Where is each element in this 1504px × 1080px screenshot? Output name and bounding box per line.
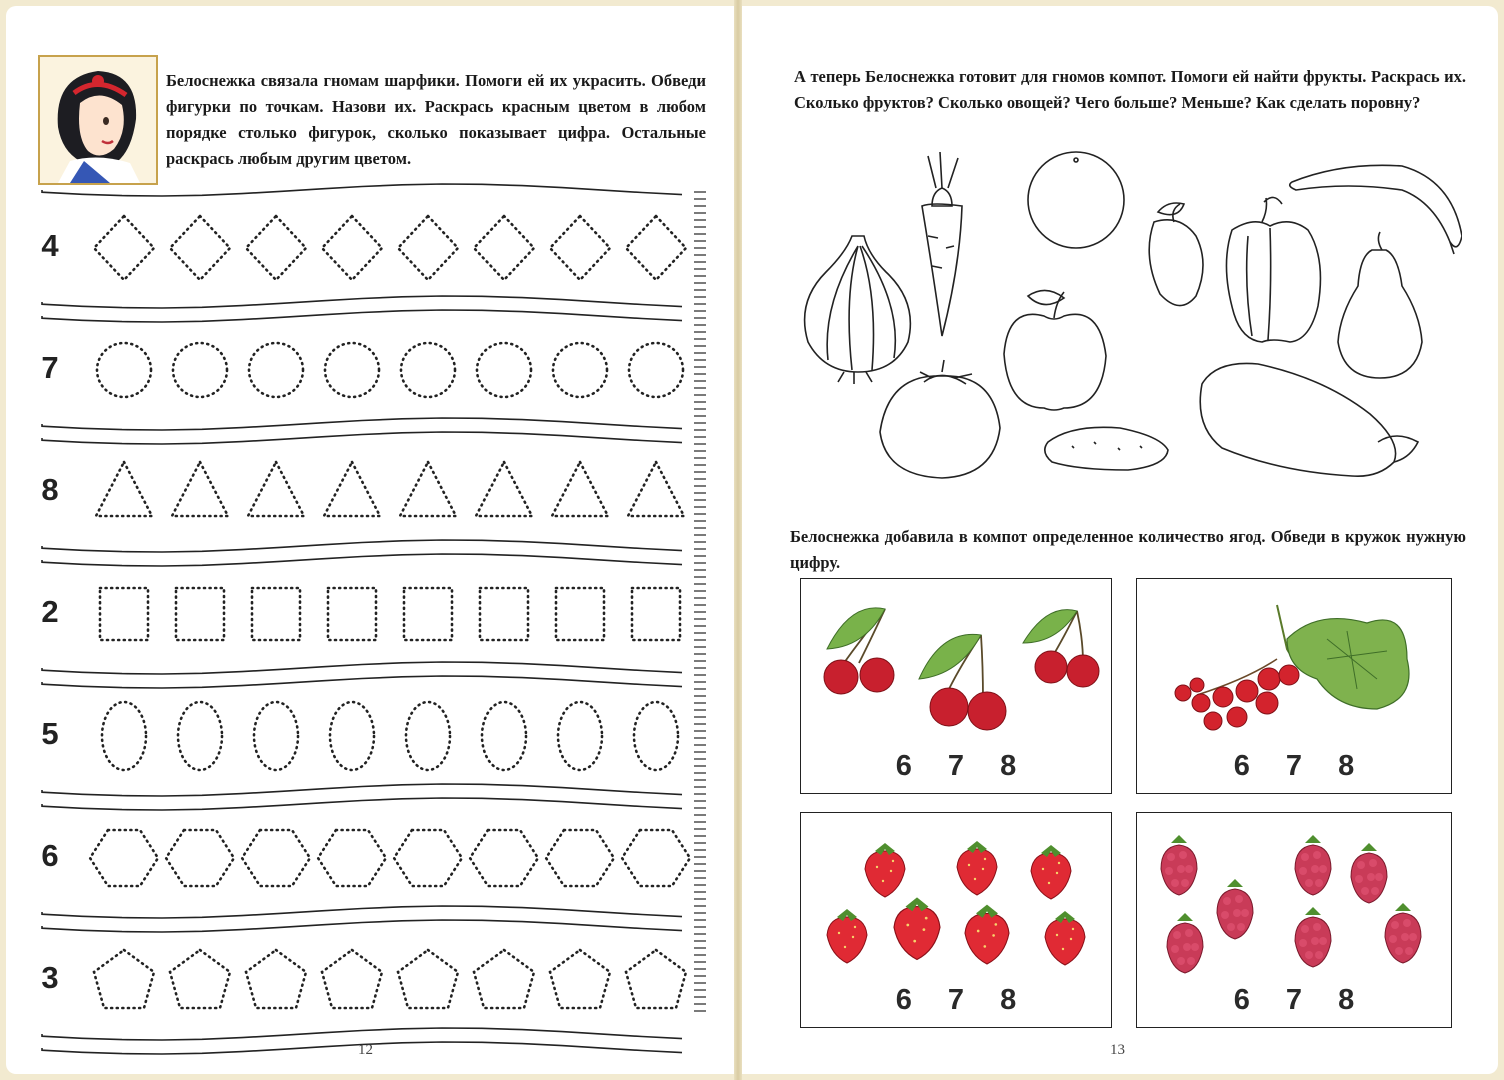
raspberry-box [1136, 812, 1452, 1028]
number-option[interactable]: 8 [1338, 750, 1355, 782]
pentagon-trace-shape[interactable] [474, 950, 534, 1008]
pentagon-trace-shape[interactable] [94, 950, 154, 1008]
diamond-trace-shape[interactable] [170, 216, 230, 280]
scarf-edge-line [42, 676, 682, 688]
hexagon-trace-shape[interactable] [622, 830, 690, 886]
triangle-trace-shape[interactable] [172, 462, 228, 516]
diamond-trace-shape[interactable] [474, 216, 534, 280]
scarf-edge-line [42, 296, 682, 308]
right-page-number: 13 [1110, 1042, 1125, 1058]
triangle-trace-shape[interactable] [476, 462, 532, 516]
number-option[interactable]: 8 [1338, 984, 1355, 1016]
plum-drawing [1149, 203, 1203, 306]
oval-trace-shape[interactable] [178, 702, 222, 770]
book-gutter [734, 0, 742, 1080]
left-page-number: 12 [358, 1042, 373, 1058]
square-trace-shape[interactable] [176, 588, 224, 640]
strawberry-number-options [801, 984, 1111, 1017]
circle-trace-shape[interactable] [249, 343, 303, 397]
triangle-trace-shape[interactable] [324, 462, 380, 516]
row-number: 7 [41, 350, 59, 385]
hexagon-trace-shape[interactable] [546, 830, 614, 886]
orange-drawing [1028, 152, 1124, 248]
shape-rows [6, 6, 734, 1074]
row-number: 8 [41, 472, 59, 507]
triangle-trace-shape[interactable] [248, 462, 304, 516]
hexagon-trace-shape[interactable] [242, 830, 310, 886]
number-option[interactable]: 8 [1000, 750, 1017, 782]
row-number: 2 [41, 594, 59, 629]
scarf-edge-line [42, 310, 682, 322]
diamond-trace-shape[interactable] [94, 216, 154, 280]
row-number: 4 [41, 228, 59, 263]
oval-trace-shape[interactable] [330, 702, 374, 770]
left-instruction: Белоснежка связала гномам шарфики. Помоги ей их украсить. Обведи фигурки по точкам. Назови их. Раскрась красным цветом в любом порядке столько фигурок, сколько показывает цифра. Остальные раскрась любым другим цветом. [166, 71, 706, 168]
triangle-trace-shape[interactable] [552, 462, 608, 516]
scarf-edge-line [42, 662, 682, 674]
square-trace-shape[interactable] [480, 588, 528, 640]
scarf-edge-line [42, 432, 682, 444]
eggplant-drawing [1200, 363, 1418, 476]
number-option[interactable]: 7 [1285, 984, 1303, 1016]
circle-trace-shape[interactable] [477, 343, 531, 397]
diamond-trace-shape[interactable] [550, 216, 610, 280]
triangle-trace-shape[interactable] [96, 462, 152, 516]
right-instruction-top: А теперь Белоснежка готовит для гномов компот. Помоги ей найти фрукты. Раскрась их. Сколько фруктов? Сколько овощей? Чего больше? Меньше? Как сделать поровну? [794, 67, 1466, 112]
circle-trace-shape[interactable] [401, 343, 455, 397]
scarf-edge-line [42, 906, 682, 918]
number-option[interactable]: 7 [947, 984, 965, 1016]
row-number: 3 [41, 960, 59, 995]
number-option[interactable]: 8 [1000, 984, 1017, 1016]
scarf-edge-line [42, 554, 682, 566]
triangle-trace-shape[interactable] [400, 462, 456, 516]
circle-trace-shape[interactable] [173, 343, 227, 397]
triangle-trace-shape[interactable] [628, 462, 684, 516]
circle-trace-shape[interactable] [325, 343, 379, 397]
square-trace-shape[interactable] [328, 588, 376, 640]
redcurrant-number-options [1137, 750, 1451, 783]
oval-trace-shape[interactable] [102, 702, 146, 770]
number-option[interactable]: 6 [1233, 984, 1250, 1016]
hexagon-trace-shape[interactable] [394, 830, 462, 886]
scarf-fringe [694, 192, 706, 1011]
carrot-drawing [922, 152, 962, 336]
hexagon-trace-shape[interactable] [90, 830, 158, 886]
cherry-box [800, 578, 1112, 794]
redcurrant-box [1136, 578, 1452, 794]
hexagon-trace-shape[interactable] [318, 830, 386, 886]
apple-drawing [1004, 290, 1106, 410]
diamond-trace-shape[interactable] [626, 216, 686, 280]
pentagon-trace-shape[interactable] [626, 950, 686, 1008]
hexagon-trace-shape[interactable] [470, 830, 538, 886]
left-page [6, 6, 734, 1074]
oval-trace-shape[interactable] [558, 702, 602, 770]
scarf-edge-line [42, 1028, 682, 1040]
row-number: 5 [41, 716, 59, 751]
square-trace-shape[interactable] [404, 588, 452, 640]
square-trace-shape[interactable] [252, 588, 300, 640]
onion-drawing [805, 236, 911, 384]
number-option[interactable]: 6 [895, 984, 912, 1016]
scarf-edge-line [42, 540, 682, 552]
scarf-edge-line [42, 920, 682, 932]
circle-trace-shape[interactable] [629, 343, 683, 397]
pentagon-trace-shape[interactable] [322, 950, 382, 1008]
raspberry-number-options [1137, 984, 1451, 1017]
oval-trace-shape[interactable] [406, 702, 450, 770]
circle-trace-shape[interactable] [553, 343, 607, 397]
number-option[interactable]: 7 [1285, 750, 1303, 782]
pentagon-trace-shape[interactable] [550, 950, 610, 1008]
pentagon-trace-shape[interactable] [398, 950, 458, 1008]
row-number: 6 [41, 838, 59, 873]
oval-trace-shape[interactable] [482, 702, 526, 770]
tomato-drawing [880, 360, 1000, 478]
square-trace-shape[interactable] [632, 588, 680, 640]
scarf-edge-line [42, 184, 682, 196]
diamond-trace-shape[interactable] [246, 216, 306, 280]
cherry-number-options [801, 750, 1111, 783]
hexagon-trace-shape[interactable] [166, 830, 234, 886]
strawberry-box [800, 812, 1112, 1028]
oval-trace-shape[interactable] [634, 702, 678, 770]
circle-trace-shape[interactable] [97, 343, 151, 397]
cucumber-drawing [1045, 427, 1168, 470]
diamond-trace-shape[interactable] [322, 216, 382, 280]
bell-pepper-drawing [1226, 197, 1320, 342]
scarf-edge-line [42, 784, 682, 796]
pear-drawing [1338, 232, 1422, 378]
pentagon-trace-shape[interactable] [246, 950, 306, 1008]
oval-trace-shape[interactable] [254, 702, 298, 770]
number-option[interactable]: 6 [895, 750, 912, 782]
number-option[interactable]: 6 [1233, 750, 1250, 782]
scarf-edge-line [42, 798, 682, 810]
scarf-edge-line [42, 418, 682, 430]
diamond-trace-shape[interactable] [398, 216, 458, 280]
banana-drawing [1290, 165, 1462, 254]
square-trace-shape[interactable] [556, 588, 604, 640]
right-instruction-bottom: Белоснежка добавила в компот определенное количество ягод. Обведи в кружок нужную цифру. [790, 527, 1466, 572]
square-trace-shape[interactable] [100, 588, 148, 640]
fruit-vegetable-illustrations [782, 146, 1462, 496]
number-option[interactable]: 7 [947, 750, 965, 782]
right-page [742, 6, 1498, 1074]
pentagon-trace-shape[interactable] [170, 950, 230, 1008]
